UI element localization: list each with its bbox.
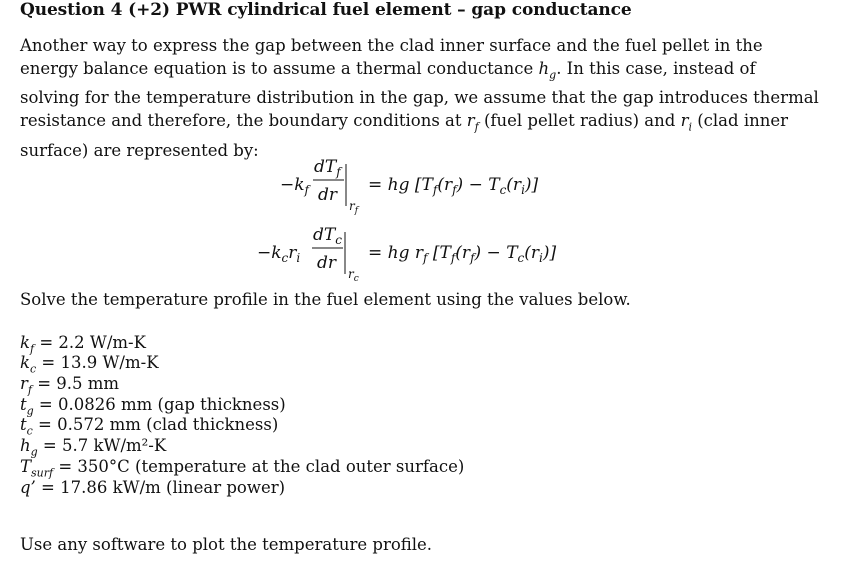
equation-1: [280, 150, 600, 220]
svg-text:dr: dr: [318, 185, 338, 205]
value-tg: $t_g = 0.0826$ mm (gap thickness): [20, 395, 286, 418]
value-hg: $h_g = 5.7$ kW/m²-K: [20, 436, 167, 459]
para-text-2: . In this case, instead of solving for the temperature distribution in the gap, we assume that the gap introduces thermal resistance and therefore, the boundary conditions at: [20, 59, 819, 131]
instruction-text: Solve the temperature profile in the fuel element using the values below.: [20, 290, 631, 309]
question-title: Question 4 (+2) PWR cylindrical fuel element – gap conductance: [20, 0, 632, 20]
para-text-3: (fuel pellet radius) and: [478, 111, 681, 131]
symbol-ri: $r_i$: [680, 111, 692, 134]
para-text-1: Another way to express the gap between the clad inner surface and the fuel pellet in the energy balance equation is to assume a thermal conductance: [20, 36, 763, 78]
svg-text:rc: rc: [348, 267, 359, 284]
value-linear-power: q’ = 17.86 kW/m (linear power): [20, 478, 286, 497]
svg-text:= hg rf [Tf(rf) − Tc(ri)]: = hg $r_f$ $[T_f(r_f) - T_c(r_i)]$: [368, 243, 557, 265]
svg-text:dTc: $dT_c$: [313, 225, 342, 247]
para-text-4: (clad inner surface) are represented by:: [20, 111, 789, 160]
equation-2: [257, 218, 617, 288]
svg-text:rf: rf: [349, 199, 359, 216]
value-kf: $k_f = 2.2$ W/m-K: [20, 333, 146, 356]
footer-text: Use any software to plot the temperature profile.: [20, 535, 433, 554]
symbol-hg: $h_g$: [538, 59, 557, 82]
svg-text:−kcri: $-k_cr_i$: [257, 243, 301, 265]
value-tsurf: $T_{surf} = 350^\circ C$ (temperature at the clad outer surface): [20, 457, 465, 480]
value-tc: $t_c = 0.572$ mm (clad thickness): [20, 415, 279, 438]
svg-text:dr: dr: [317, 253, 337, 273]
symbol-rf: $r_f$: [466, 111, 479, 134]
value-rf: $r_f = 9.5$ mm: [20, 374, 120, 397]
value-kc: $k_c = 13.9$ W/m-K: [20, 353, 159, 376]
svg-text:= hg [Tf(rf) − Tc(ri)]: = hg $[T_f(r_f) - T_c(r_i)]$: [368, 175, 539, 197]
svg-text:dTf: $dT_f$: [314, 157, 341, 179]
problem-paragraph: [20, 34, 820, 162]
svg-text:−kf: $-k_f$: [280, 175, 309, 197]
